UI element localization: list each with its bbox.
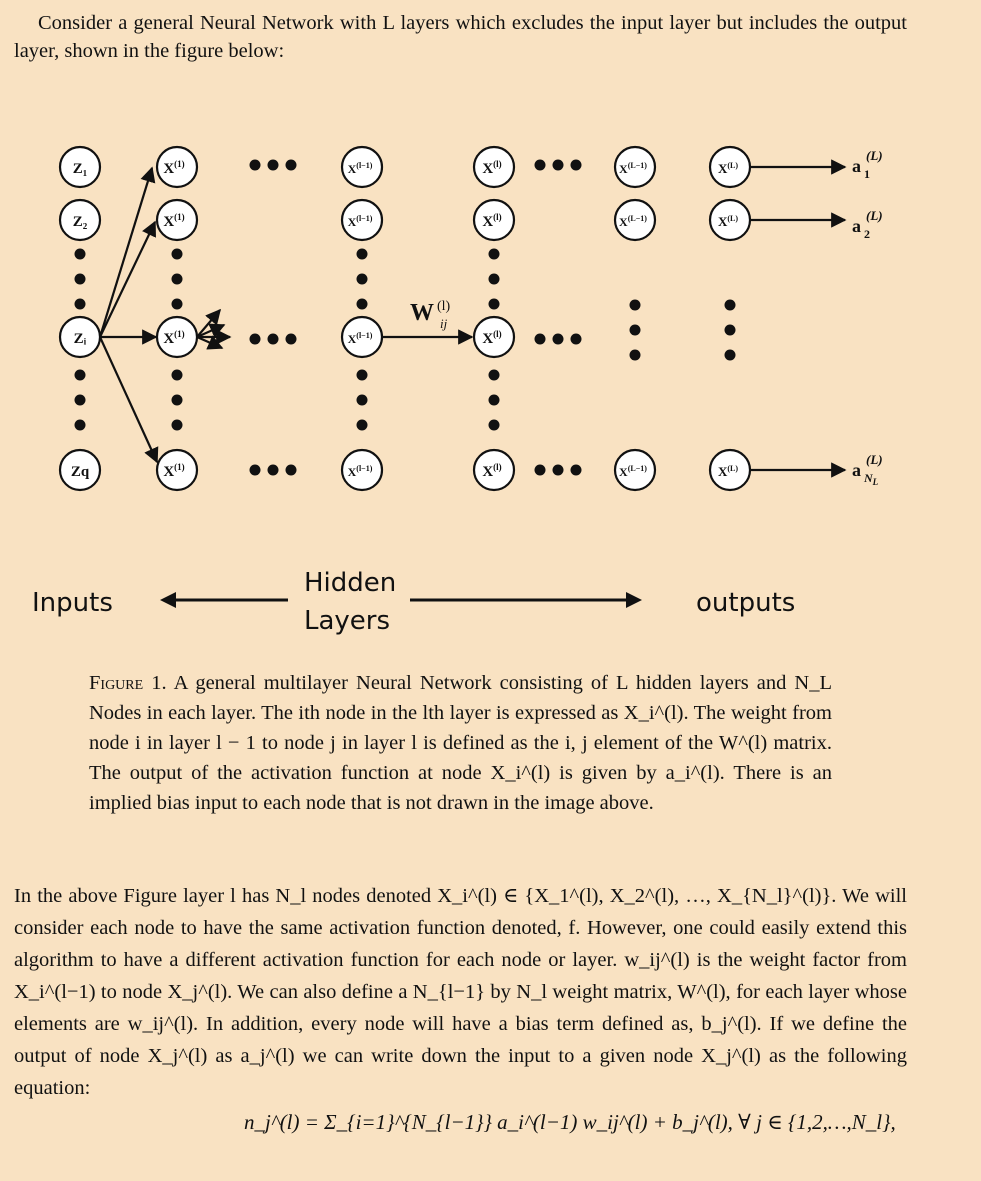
svg-text:X(L−1): $X^{(L-1)}$ [619,464,647,479]
weight-sub: ij [440,316,448,331]
svg-text:a: a [852,156,861,176]
svg-text:X(l): $X^{(l)}$ [482,159,502,177]
svg-text:X(l−1): $X^{(l-1)}$ [347,214,373,229]
svg-text:X(l−1): $X^{(l-1)}$ [347,331,373,346]
weight-sup: (l) [437,299,451,314]
svg-text:X(1): $X^{(1)}$ [163,212,185,230]
svg-text:X(l): $X^{(l)}$ [482,212,502,230]
label-z2: Z₂ [72,214,88,230]
svg-text:X(L−1): $X^{(L-1)}$ [619,161,647,176]
svg-text:X(L): $X^{(L)}$ [717,214,739,229]
svg-text:X(L−1): $X^{(L-1)}$ [619,214,647,229]
weight-label: W [410,300,434,326]
label-zq: Zq [70,464,90,480]
svg-text:(L): (L) [866,452,883,467]
svg-text:X(L): $X^{(L)}$ [717,161,739,176]
svg-text:X(l): $X^{(l)}$ [482,329,502,347]
label-z1: Z₁ [72,161,88,177]
svg-text:X(1): $X^{(1)}$ [163,159,185,177]
hidden-label-1: Hidden [304,568,397,598]
equation: n_j^(l) = Σ_{i=1}^{N_{l−1}} a_i^(l−1) w_ij^(l) + b_j^(l), ∀ j ∈ {1,2,…,N_l}, [244,1110,896,1134]
svg-text:X(l): $X^{(l)}$ [482,462,502,480]
hidden-label-2: Layers [304,606,391,636]
neural-network-figure [0,120,981,550]
caption-body: A general multilayer Neural Network consisting of L hidden layers and N_L Nodes in each layer. The ith node in the lth layer is expressed as X_i^(l). The weight from node i in layer l − 1 to node j in layer l is defined as the i, j element of the W^(l) matrix. The output of the activation function at node X_i^(l) is given by a_i^(l). There is an implied bias input to each node that is not drawn in the image above. [89,672,832,814]
intro-paragraph: Consider a general Neural Network with L layers which excludes the input layer but includes the output layer, shown in the figure below: [14,12,907,62]
figure-caption [89,668,832,818]
svg-text:a: a [852,216,861,236]
inputs-label: Inputs [32,588,113,618]
svg-text:X(l−1): $X^{(l-1)}$ [347,464,373,479]
caption-head: Figure 1. [89,672,167,694]
arrow-right [410,588,642,612]
svg-text:1: 1 [864,167,870,181]
outputs-label: outputs [696,588,796,618]
svg-text:2: 2 [864,227,870,241]
label-zi: Zᵢ [73,331,87,347]
svg-text:(L): (L) [866,208,883,223]
svg-text:X(1): $X^{(1)}$ [163,329,185,347]
svg-text:X(L): $X^{(L)}$ [717,464,739,479]
body-paragraph: In the above Figure layer l has N_l nodes denoted X_i^(l) ∈ {X_1^(l), X_2^(l), …, X_{N_l}^(l)}. We will consider each node to have the same activation function denoted, f. However, one could easily extend this algorithm to have a different activation function for each node or layer. w_ij^(l) is the weight factor from X_i^(l−1) to node X_j^(l). We can also define a N_{l−1} by N_l weight matrix, W^(l), for each layer whose elements are w_ij^(l). In addition, every node will have a bias term defined as, b_j^(l). If we define the output of node X_j^(l) as a_j^(l) we can write down the input to a given node X_j^(l) as the following equation: [14,885,907,1099]
svg-text:X(l−1): $X^{(l-1)}$ [347,161,373,176]
svg-text:a: a [852,460,861,480]
svg-text:NL: $N_L$ [864,471,879,487]
arrow-left [160,588,290,612]
svg-text:(L): (L) [866,148,883,163]
svg-text:X(1): $X^{(1)}$ [163,462,185,480]
